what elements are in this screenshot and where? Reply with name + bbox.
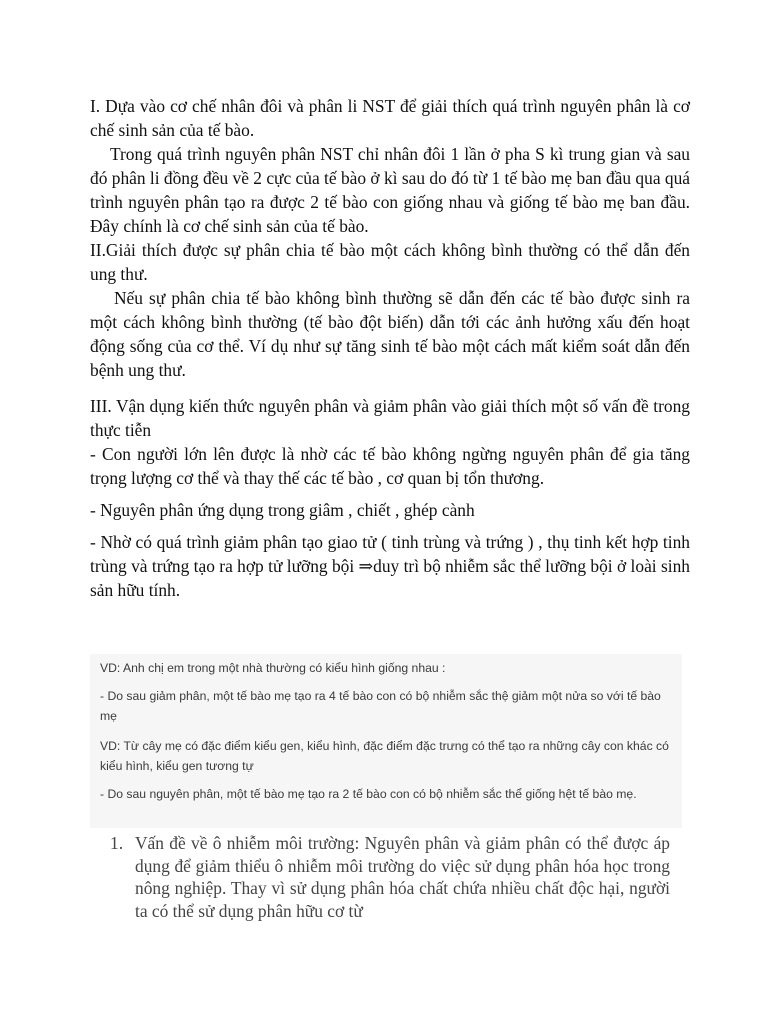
- section-3-heading: III. Vận dụng kiến thức nguyên phân và giảm phân vào giải thích một số vấn đề trong thực tiễn: [90, 396, 690, 440]
- example-vd-1: VD: Anh chị em trong một nhà thường có kiểu hình giống nhau :: [100, 661, 446, 675]
- section-3-bullet-2: - Nguyên phân ứng dụng trong giâm , chiết , ghép cành: [90, 500, 475, 520]
- section-1-body: Trong quá trình nguyên phân NST chỉ nhân đôi 1 lần ở pha S kì trung gian và sau đó phân li đồng đều về 2 cực của tế bào ở kì sau do đó từ 1 tế bào mẹ ban đầu qua quá trình nguyên phân tạo ra được 2 tế bào con giống nhau và giống tế bào mẹ ban đầu. Đây chính là cơ chế sinh sản của tế bào.: [90, 144, 690, 236]
- list-item-number: 1.: [110, 833, 124, 853]
- section-3-bullet-3: - Nhờ có quá trình giảm phân tạo giao tử ( tinh trùng và trứng ) , thụ tinh kết hợp tinh trùng và trứng tạo ra hợp tử lưỡng bội ⇒duy trì bộ nhiễm sắc thể lưỡng bội ở loài sinh sản hữu tính.: [90, 532, 690, 600]
- example-box: [90, 654, 682, 828]
- document-body: [90, 94, 690, 602]
- example-explanation-1: - Do sau giảm phân, một tế bào mẹ tạo ra 4 tế bào con có bộ nhiễm sắc thệ giảm một nửa so với tế bào mẹ: [100, 689, 661, 723]
- list-item-text: Vấn đề về ô nhiễm môi trường: Nguyên phân và giảm phân có thể được áp dụng để giảm thiểu ô nhiễm môi trường do việc sử dụng phân hóa học trong nông nghiệp. Thay vì sử dụng phân hóa chất chứa nhiều chất độc hại, người ta có thể sử dụng phân hữu cơ từ: [135, 833, 670, 921]
- example-vd-2: VD: Từ cây mẹ có đặc điểm kiểu gen, kiểu hình, đặc điểm đặc trưng có thể tạo ra những cây con khác có kiểu hình, kiểu gen tương tự: [100, 739, 669, 773]
- example-explanation-2: - Do sau nguyên phân, một tế bào mẹ tạo ra 2 tế bào con có bộ nhiễm sắc thể giống hệt tế bào mẹ.: [100, 787, 637, 801]
- section-1-heading: I. Dựa vào cơ chế nhân đôi và phân li NST để giải thích quá trình nguyên phân là cơ chế sinh sản của tế bào.: [90, 96, 690, 140]
- section-2-heading: II.Giải thích được sự phân chia tế bào một cách không bình thường có thể dẫn đến ung thư.: [90, 240, 690, 284]
- section-3-bullet-1: - Con người lớn lên được là nhờ các tế bào không ngừng nguyên phân để gia tăng trọng lượng cơ thể và thay thế các tế bào , cơ quan bị tổn thương.: [90, 444, 690, 488]
- section-2-body: Nếu sự phân chia tế bào không bình thường sẽ dẫn đến các tế bào được sinh ra một cách không bình thường (tế bào đột biến) dẫn tới các ảnh hưởng xấu đến hoạt động sống của cơ thể. Ví dụ như sự tăng sinh tế bào một cách mất kiểm soát dẫn đến bệnh ung thư.: [90, 288, 690, 380]
